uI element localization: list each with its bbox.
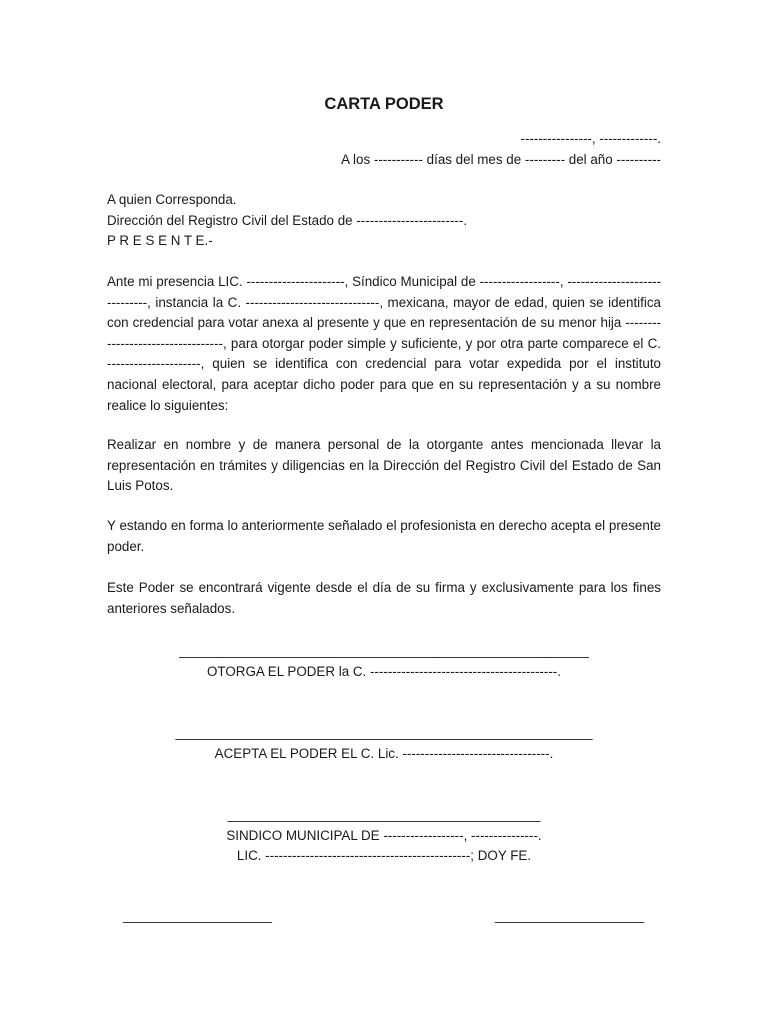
addressee-office: Dirección del Registro Civil del Estado de ------------------------. [107,212,468,228]
addressee-greeting: A quien Corresponda. [107,192,237,207]
signature-label: OTORGA EL PODER la C. ------------------------------------------. [207,663,561,679]
paragraph-3 [107,516,661,557]
signature-label: SINDICO MUNICIPAL DE ------------------, ---------------. [226,827,542,843]
day-month-year-line: A los ----------- días del mes de --------- del año ---------- [341,151,661,167]
signature-label: LIC. ----------------------------------------------; DOY FE. [236,848,532,864]
witness-line-right: ____________________ [495,908,644,923]
place-date-line: ----------------, -------------. [520,131,661,146]
signature-line: _______________________________________________________ [179,643,589,658]
date-block [341,129,661,170]
witness-line-left: ____________________ [123,908,272,923]
signature-line: __________________________________________ [227,807,541,822]
addressee-block [107,190,661,252]
signature-otorga [0,641,768,682]
paragraph-text: Ante mi presencia LIC. ----------------------, Síndico Municipal de ------------------, ------------------------------, instancia la C. ------------------------------, mexicana, mayor de edad, quien se identifica con credencial para votar anexa al presente y que en representación de su menor hija ----------------------------------, para otorgar poder simple y suficiente, y por otra parte comparece el C. ---------------------, quien se identifica con credencial para votar expedida por el instituto nacional electoral, para aceptar dicho poder para que en su representación y a su nombre realice lo siguientes: [107,274,661,413]
signature-acepta [0,723,768,764]
paragraph-text: Este Poder se encontrará vigente desde el día de su firma y exclusivamente para los fines anteriores señalados. [107,580,661,616]
signature-label: ACEPTA EL PODER EL C. Lic. ---------------------------------. [214,745,554,761]
paragraph-2 [107,435,661,497]
signature-line: ________________________________________________________ [175,725,593,740]
paragraph-text: Realizar en nombre y de manera personal de la otorgante antes mencionada llevar la representación en trámites y diligencias en la Dirección del Registro Civil del Estado de San Luis Potos. [107,437,661,494]
addressee-presente: P R E S E N T E.- [107,233,213,249]
paragraph-4 [107,578,661,619]
paragraph-text: Y estando en forma lo anteriormente señalado el profesionista en derecho acepta el presente poder. [107,518,661,554]
paragraph-1 [107,272,661,416]
signature-sindico [0,805,768,867]
document-title: CARTA PODER [324,95,444,113]
